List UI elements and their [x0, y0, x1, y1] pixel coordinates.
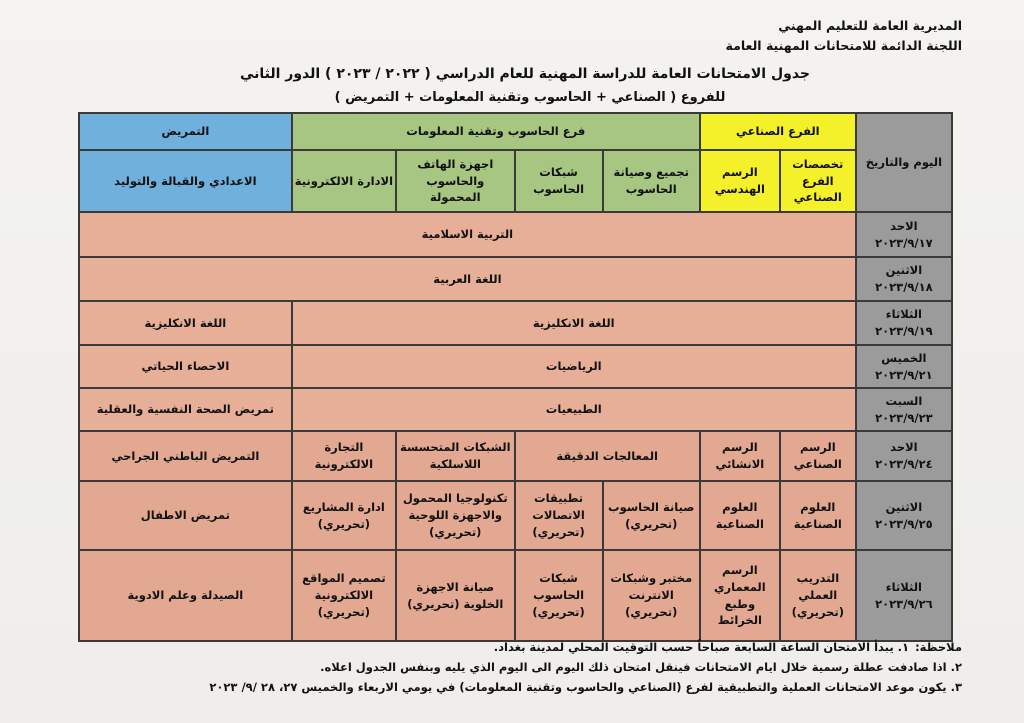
subject-e-administration: ادارة المشاريع (تحريري): [292, 481, 396, 550]
subject-industrial-specs: التدريب العملي (تحريري): [780, 550, 856, 641]
day-cell: [856, 481, 952, 550]
day-date: ٢٠٢٣/٩/٢٣: [875, 410, 933, 425]
note-item: ٢. اذا صادفت عطلة رسمية خلال ايام الامتحانات فينقل امتحان ذلك اليوم الى اليوم الذي يليه وبنفس الجدول اعلاه.: [320, 660, 962, 674]
table-row: [79, 431, 952, 481]
table-header-row: [79, 113, 952, 150]
day-name: الاثنين: [885, 499, 923, 514]
table-row: [79, 212, 952, 257]
subject-all-branches: اللغة العربية: [79, 257, 856, 301]
subject-industrial-computer: الرياضيات: [292, 345, 856, 388]
day-name: الثلاثاء: [885, 579, 922, 594]
subheader-engineering-drawing: الرسم الهندسي: [700, 150, 780, 212]
subheader-computer-assembly: تجميع وصيانة الحاسوب: [603, 150, 700, 212]
day-cell: [856, 431, 952, 481]
subject-phones-laptops: الشبكات المتحسسة اللاسلكية: [396, 431, 514, 481]
subheader-nursing-midwifery: الاعدادي والقبالة والتوليد: [79, 150, 292, 212]
directorate-name: المديرية العامة للتعليم المهني: [778, 18, 962, 33]
day-name: الاحد: [890, 440, 918, 455]
subject-computer-networks: تطبيقات الاتصالات (تحريري): [515, 481, 603, 550]
day-date-header: اليوم والتاريخ: [856, 113, 952, 212]
subheader-phones-laptops: اجهزة الهاتف والحاسوب المحمولة: [396, 150, 514, 212]
subject-nursing: التمريض الباطني الجراحي: [79, 431, 292, 481]
subject-engineering-drawing: الرسم المعماري وطبع الخرائط: [700, 550, 780, 641]
subject-computer-networks: شبكات الحاسوب (تحريري): [515, 550, 603, 641]
note-item: [62, 640, 962, 660]
day-name: الاحد: [890, 218, 918, 233]
table-row: [79, 481, 952, 550]
day-name: السبت: [885, 393, 923, 408]
page-subtitle: للفروع ( الصناعي + الحاسوب وتقنية المعلومات + التمريض ): [334, 90, 726, 105]
note-text: ١. يبدأ الامتحان الساعة السابعة صباحاً حسب التوقيت المحلي لمدينة بغداد.: [493, 640, 910, 654]
subject-nursing: الصيدلة وعلم الادوية: [79, 550, 292, 641]
table-row: [79, 345, 952, 388]
subject-phones-laptops: تكنولوجيا المحمول والاجهزة اللوحية (تحريري): [396, 481, 514, 550]
table-row: [79, 388, 952, 431]
subject-industrial-computer: الطبيعيات: [292, 388, 856, 431]
subject-industrial-specs: العلوم الصناعية: [780, 481, 856, 550]
table-row: [79, 301, 952, 345]
subject-computer-assembly: مختبر وشبكات الانترنت (تحريري): [603, 550, 700, 641]
day-name: الثلاثاء: [885, 307, 922, 322]
subject-computer-assembly: صيانة الحاسوب (تحريري): [603, 481, 700, 550]
day-cell: [856, 301, 952, 345]
notes-label: ملاحظة:: [915, 640, 962, 654]
committee-name: اللجنة الدائمة للامتحانات المهنية العامة: [725, 38, 962, 53]
page-title: جدول الامتحانات العامة للدراسة المهنية للعام الدراسي ( ٢٠٢٢ / ٢٠٢٣ ) الدور الثاني: [239, 66, 810, 82]
subject-nursing: اللغة الانكليزية: [79, 301, 292, 345]
subject-engineering-drawing: الرسم الانشائي: [700, 431, 780, 481]
day-date: ٢٠٢٣/٩/٢٥: [875, 516, 933, 531]
subheader-e-administration: الادارة الالكترونية: [292, 150, 396, 212]
subject-e-administration: التجارة الالكترونية: [292, 431, 396, 481]
subject-all-branches: التربية الاسلامية: [79, 212, 856, 257]
subject-nursing: تمريض الصحة النفسية والعقلية: [79, 388, 292, 431]
subject-industrial-specs: الرسم الصناعي: [780, 431, 856, 481]
computer-branch-header: فرع الحاسوب وتقنية المعلومات: [292, 113, 700, 150]
day-name: الاثنين: [885, 263, 923, 278]
industrial-branch-header: الفرع الصناعي: [700, 113, 856, 150]
day-date: ٢٠٢٣/٩/١٩: [875, 324, 933, 338]
day-date: ٢٠٢٣/٩/٢٤: [875, 457, 933, 471]
subject-industrial-computer: اللغة الانكليزية: [292, 301, 856, 345]
subheader-computer-networks: شبكات الحاسوب: [515, 150, 603, 212]
subheader-industrial-specs: تخصصات الفرع الصناعي: [780, 150, 856, 212]
nursing-branch-header: التمريض: [79, 113, 292, 150]
note-item: ٣. يكون موعد الامتحانات العملية والتطبيقية لفرع (الصناعي والحاسوب وتقنية المعلومات) في يومي الاربعاء والخميس ٢٧، ٢٨ /٩/ ٢٠٢٣: [209, 680, 962, 694]
table-subheader-row: [79, 150, 952, 212]
day-date: ٢٠٢٣/٩/١٨: [875, 280, 933, 294]
subject-engineering-drawing: العلوم الصناعية: [700, 481, 780, 550]
notes-section: [62, 640, 962, 700]
subject-nursing: تمريض الاطفال: [79, 481, 292, 550]
subject-e-administration: تصميم المواقع الالكترونية (تحريري): [292, 550, 396, 641]
day-cell: [856, 257, 952, 301]
day-name: الخميس: [881, 350, 927, 365]
table-row: [79, 257, 952, 301]
day-date: ٢٠٢٣/٩/٢١: [875, 367, 933, 382]
table-row: [79, 550, 952, 641]
day-cell: [856, 550, 952, 641]
day-date: ٢٠٢٣/٩/٢٦: [875, 596, 933, 611]
day-cell: [856, 345, 952, 388]
subject-nursing: الاحصاء الحياتي: [79, 345, 292, 388]
subject-assembly-networks: المعالجات الدقيقة: [515, 431, 700, 481]
exam-schedule-table: [78, 112, 953, 642]
subject-phones-laptops: صيانة الاجهزة الخلوية (تحريري): [396, 550, 514, 641]
day-cell: [856, 388, 952, 431]
day-cell: [856, 212, 952, 257]
day-date: ٢٠٢٣/٩/١٧: [875, 235, 933, 250]
